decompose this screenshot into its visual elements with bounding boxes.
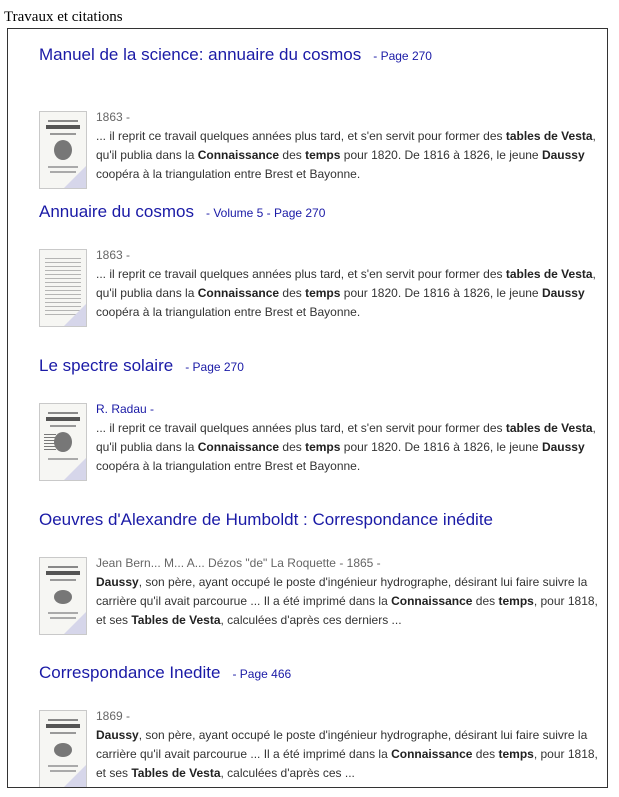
snippet-fragment: coopéra à la triangulation entre Brest et Bayonne. — [96, 167, 361, 181]
snippet-fragment: , calculées d'après ces ... — [220, 766, 355, 780]
snippet-fragment: , qu'il publia dans la — [96, 267, 596, 300]
citations-panel — [7, 28, 608, 788]
snippet-fragment: , son père, ayant occupé le poste d'ingénieur hydrographe, désirant lui faire suivre la carrière qu'il avait parcourue ... Il a été imprimé dans la — [96, 728, 588, 761]
snippet-fragment: , qu'il publia dans la — [96, 129, 596, 162]
highlighted-term: Daussy — [96, 575, 139, 589]
snippet-fragment: , pour 1818, et ses — [96, 594, 598, 627]
highlighted-term: tables de Vesta — [505, 267, 593, 281]
highlighted-term: tables de Vesta — [505, 421, 593, 435]
highlighted-term: Connaissance — [197, 440, 280, 454]
citation-meta: Jean Bern... M... A... Dézos "de" La Roquette - 1865 - — [96, 556, 381, 570]
snippet-fragment: coopéra à la triangulation entre Brest et Bayonne. — [96, 305, 361, 319]
book-cover-thumbnail[interactable] — [39, 111, 87, 189]
author-link[interactable]: R. Radau - — [96, 402, 155, 416]
snippet-fragment: pour 1820. De 1816 à 1826, le jeune — [340, 286, 542, 300]
book-page-thumbnail[interactable] — [39, 249, 87, 327]
snippet-fragment: , qu'il publia dans la — [96, 421, 596, 454]
highlighted-term: Tables de Vesta — [131, 613, 221, 627]
highlighted-term: Connaissance — [391, 747, 473, 761]
snippet-fragment: des — [472, 747, 499, 761]
snippet-fragment: ... il reprit ce travail quelques années plus tard, et s'en servit pour former des — [96, 129, 506, 143]
snippet-fragment: des — [279, 148, 306, 162]
snippet-text — [96, 728, 598, 780]
book-cover-thumbnail[interactable] — [39, 710, 87, 788]
book-title-link[interactable]: Le spectre solaire — [39, 356, 174, 375]
citation-snippet — [96, 400, 606, 476]
highlighted-term: temps — [305, 286, 341, 300]
page-reference-link[interactable]: - Page 270 — [185, 360, 244, 374]
snippet-fragment: pour 1820. De 1816 à 1826, le jeune — [340, 148, 542, 162]
snippet-fragment: des — [279, 440, 306, 454]
snippet-fragment: , son père, ayant occupé le poste d'ingénieur hydrographe, désirant lui faire suivre la carrière qu'il avait parcourue ... Il a été imprimé dans la — [96, 575, 588, 608]
highlighted-term: Connaissance — [197, 148, 280, 162]
snippet-text — [96, 575, 598, 627]
highlighted-term: temps — [498, 747, 534, 761]
citation-snippet — [96, 554, 606, 630]
highlighted-term: Tables de Vesta — [131, 766, 221, 780]
citation-snippet — [96, 707, 606, 783]
book-cover-thumbnail[interactable] — [39, 557, 87, 635]
highlighted-term: Daussy — [541, 148, 585, 162]
highlighted-term: Connaissance — [197, 286, 280, 300]
snippet-fragment: des — [472, 594, 499, 608]
page-reference-link[interactable]: - Page 466 — [232, 667, 292, 681]
citation-meta: 1863 - — [96, 248, 131, 262]
book-title-link[interactable]: Annuaire du cosmos — [39, 202, 194, 221]
highlighted-term: temps — [305, 440, 341, 454]
snippet-fragment: , calculées d'après ces derniers ... — [220, 613, 402, 627]
highlighted-term: Connaissance — [391, 594, 473, 608]
snippet-fragment: ... il reprit ce travail quelques années plus tard, et s'en servit pour former des — [96, 421, 506, 435]
snippet-fragment: coopéra à la triangulation entre Brest et Bayonne. — [96, 459, 361, 473]
snippet-fragment: ... il reprit ce travail quelques années plus tard, et s'en servit pour former des — [96, 267, 506, 281]
citation-snippet — [96, 108, 606, 184]
snippet-fragment: , pour 1818, et ses — [96, 747, 598, 780]
citation-snippet — [96, 246, 606, 322]
snippet-fragment: des — [279, 286, 306, 300]
highlighted-term: temps — [498, 594, 534, 608]
citation-meta: 1863 - — [96, 110, 131, 124]
book-title-link[interactable]: Correspondance Inedite — [39, 663, 221, 682]
highlighted-term: temps — [305, 148, 341, 162]
highlighted-term: Daussy — [541, 286, 585, 300]
snippet-fragment: pour 1820. De 1816 à 1826, le jeune — [340, 440, 542, 454]
citation-meta: 1869 - — [96, 709, 131, 723]
book-title-link[interactable]: Oeuvres d'Alexandre de Humboldt : Correspondance inédite — [39, 510, 494, 529]
page-reference-link[interactable]: - Page 270 — [373, 49, 432, 63]
snippet-text — [96, 129, 596, 181]
page-reference-link[interactable]: - Volume 5 - Page 270 — [205, 206, 326, 220]
book-cover-thumbnail[interactable] — [39, 403, 87, 481]
book-title-link[interactable]: Manuel de la science: annuaire du cosmos — [39, 45, 362, 64]
highlighted-term: Daussy — [96, 728, 139, 742]
highlighted-term: Daussy — [541, 440, 585, 454]
highlighted-term: tables de Vesta — [505, 129, 593, 143]
page-title: Travaux et citations — [4, 9, 123, 25]
snippet-text — [96, 267, 596, 319]
snippet-text — [96, 421, 596, 473]
